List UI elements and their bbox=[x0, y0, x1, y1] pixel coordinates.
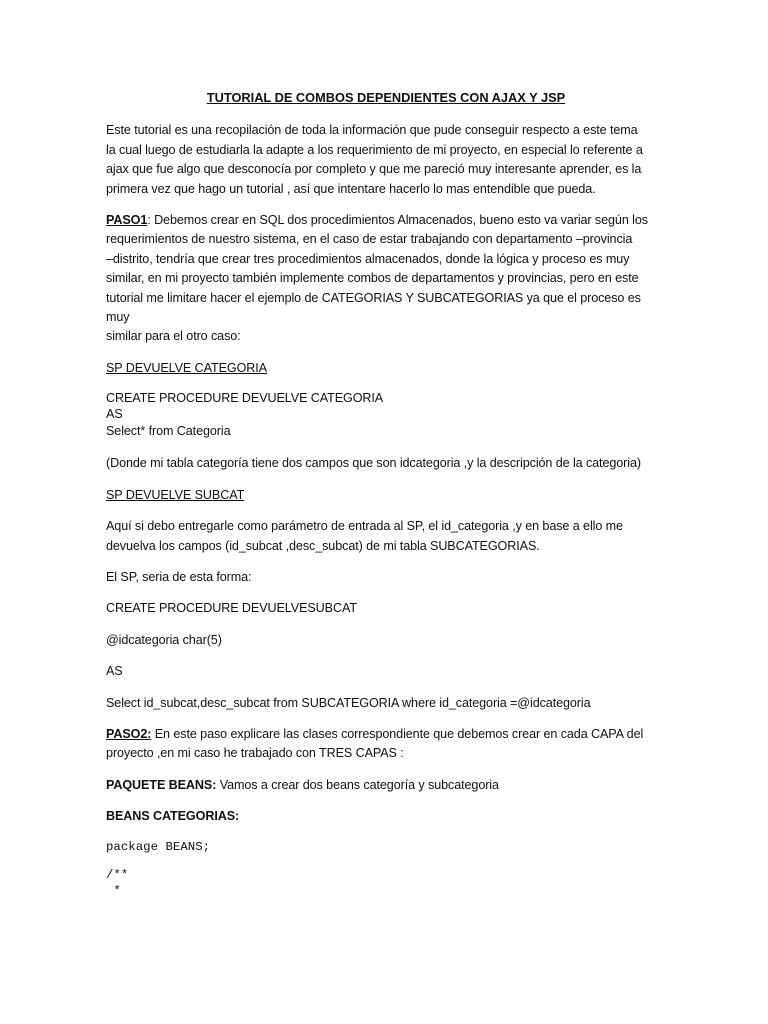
paso1-line: tutorial me limitare hacer el ejemplo de CATEGORIAS Y SUBCATEGORIAS ya que el proceso es muy bbox=[106, 290, 641, 325]
sp1-code-line: CREATE PROCEDURE DEVUELVE CATEGORIA bbox=[106, 391, 384, 406]
paquete-beans-text: Vamos a crear dos beans categoría y subcategoria bbox=[216, 777, 499, 792]
sp2-form-label: El SP, seria de esta forma: bbox=[106, 569, 252, 584]
sp1-code-line: AS bbox=[106, 407, 123, 422]
paso1-text: : Debemos crear en SQL dos procedimientos Almacenados, bueno esto va variar según los bbox=[147, 213, 648, 228]
java-code-line: package BEANS; bbox=[106, 839, 211, 854]
sp2-desc-line: Aquí si debo entregarle como parámetro de entrada al SP, el id_categoria ,y en base a ello me bbox=[106, 519, 623, 534]
intro-line: primera vez que hago un tutorial , así que intentare hacerlo lo mas entendible que pueda. bbox=[106, 181, 596, 196]
java-code-line: /** bbox=[106, 867, 129, 882]
paso1-line: similar, en mi proyecto también implemente combos de departamentos y provincias, pero en este bbox=[106, 271, 639, 286]
sp1-code-line: Select* from Categoria bbox=[106, 424, 231, 439]
paso2-paragraph bbox=[106, 725, 666, 764]
sp2-desc-line: devuelva los campos (id_subcat ,desc_subcat) de mi tabla SUBCATEGORIAS. bbox=[106, 538, 540, 553]
intro-line: Este tutorial es una recopilación de toda la información que pude conseguir respecto a este tema bbox=[106, 123, 638, 138]
paso2-first-line bbox=[106, 725, 666, 744]
paquete-beans-label: PAQUETE BEANS: bbox=[106, 777, 217, 792]
paso2-label: PASO2: bbox=[106, 726, 152, 741]
sp1-note: (Donde mi tabla categoría tiene dos campos que son idcategoria ,y la descripción de la categoria) bbox=[106, 456, 641, 471]
sp2-code-line: Select id_subcat,desc_subcat from SUBCATEGORIA where id_categoria =@idcategoria bbox=[106, 695, 591, 710]
sp1-heading: SP DEVUELVE CATEGORIA bbox=[106, 360, 267, 375]
document-title: TUTORIAL DE COMBOS DEPENDIENTES CON AJAX Y JSP bbox=[206, 90, 566, 105]
intro-line: ajax que fue algo que desconocía por completo y que me pareció muy interesante aprender, es la bbox=[106, 162, 642, 177]
paso1-label: PASO1 bbox=[106, 213, 148, 228]
paso1-first-line bbox=[106, 211, 666, 230]
sp2-heading: SP DEVUELVE SUBCAT bbox=[106, 487, 245, 502]
sp2-code-line: AS bbox=[106, 664, 123, 679]
sp1-code-block bbox=[106, 390, 666, 440]
sp2-description bbox=[106, 517, 666, 556]
java-code-line: * bbox=[106, 883, 121, 898]
intro-paragraph bbox=[106, 121, 666, 199]
java-code-block bbox=[106, 839, 666, 899]
paso1-line: similar para el otro caso: bbox=[106, 329, 241, 344]
sp2-code-line: CREATE PROCEDURE DEVUELVESUBCAT bbox=[106, 601, 357, 616]
beans-categorias-heading: BEANS CATEGORIAS: bbox=[106, 809, 240, 824]
paso2-line: proyecto ,en mi caso he trabajado con TRES CAPAS : bbox=[106, 746, 404, 761]
intro-line: la cual luego de estudiarla la adapte a los requerimiento de mi proyecto, en especial lo referente a bbox=[106, 142, 643, 157]
paso2-text: En este paso explicare las clases correspondiente que debemos crear en cada CAPA del bbox=[151, 726, 644, 741]
paso1-paragraph bbox=[106, 211, 666, 347]
paso1-line: requerimientos de nuestro sistema, en el caso de estar trabajando con departamento –provincia bbox=[106, 232, 633, 247]
paso1-line: –distrito, tendría que crear tres procedimientos almacenados, donde la lógica y proceso es muy bbox=[106, 251, 630, 266]
java-code-line bbox=[106, 855, 666, 867]
document-page bbox=[106, 88, 666, 899]
sp2-code-line: @idcategoria char(5) bbox=[106, 632, 222, 647]
paquete-beans-line bbox=[106, 776, 666, 795]
